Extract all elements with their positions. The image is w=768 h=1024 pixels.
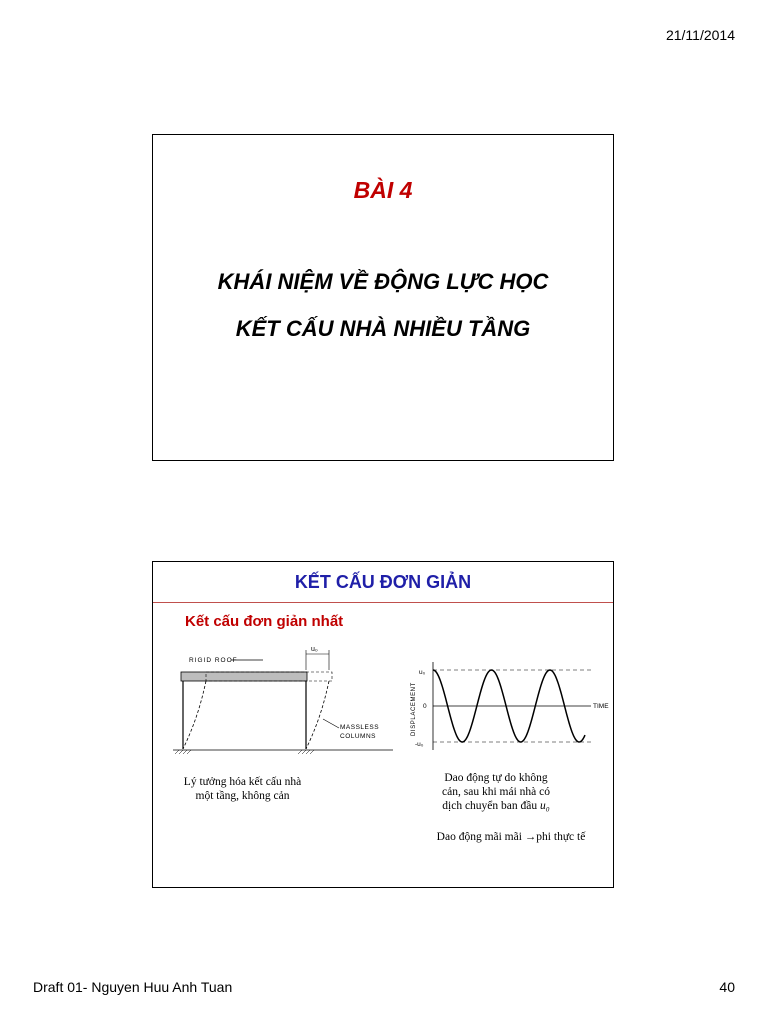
caption-perpetual: Dao động mãi mãi →phi thực tế bbox=[436, 831, 586, 843]
slide-subheading: Kết cấu đơn giản nhất bbox=[185, 613, 344, 630]
caption-vibration-line3 bbox=[421, 799, 571, 813]
caption-frame bbox=[165, 775, 320, 803]
columns-label: COLUMNS bbox=[340, 733, 377, 740]
rigid-roof-label: RIGID ROOF bbox=[189, 657, 238, 664]
tick-top-label: u₀ bbox=[419, 669, 426, 676]
header-date: 21/11/2014 bbox=[665, 27, 735, 43]
deflected-right-column bbox=[306, 681, 329, 749]
columns-leader-line bbox=[323, 719, 339, 728]
u0-label: u₀ bbox=[311, 646, 318, 653]
time-axis-label: TIME bbox=[593, 703, 609, 710]
lesson-subtitle-line1: KHÁI NIỆM VỀ ĐỘNG LỰC HỌC bbox=[217, 269, 549, 294]
displacement-axis-label: DISPLACEMENT bbox=[411, 682, 417, 736]
caption-frame-line2: một tầng, không cản bbox=[195, 790, 290, 802]
caption-vibration-line2: cản, sau khi mái nhà có bbox=[442, 786, 550, 798]
caption-frame-line1: Lý tưởng hóa kết cấu nhà bbox=[183, 776, 302, 788]
caption-u0: u₀ bbox=[539, 800, 550, 812]
slide-title bbox=[152, 134, 614, 461]
footer-author: Draft 01- Nguyen Huu Anh Tuan bbox=[33, 979, 233, 995]
ground-hatching bbox=[175, 750, 314, 754]
caption-vibration bbox=[421, 771, 571, 813]
tick-bottom-label: -u₀ bbox=[415, 741, 424, 748]
lesson-title: BÀI 4 bbox=[353, 177, 413, 203]
slide-simple-structure bbox=[152, 561, 614, 888]
free-vibration-graph bbox=[405, 658, 615, 754]
lesson-subtitle-line2: KẾT CẤU NHÀ NHIỀU TẦNG bbox=[235, 316, 531, 341]
caption-vibration-line1: Dao động tự do không bbox=[444, 772, 548, 784]
slide-heading: KẾT CẤU ĐƠN GIẢN bbox=[294, 572, 472, 592]
tick-zero-label: 0 bbox=[423, 703, 427, 710]
massless-label: MASSLESS bbox=[340, 724, 380, 731]
single-story-frame-figure bbox=[173, 644, 393, 756]
deflected-left-column bbox=[183, 681, 206, 749]
rigid-roof bbox=[181, 672, 307, 681]
caption-vibration-line3-text: dịch chuyển ban đầu bbox=[442, 800, 538, 812]
footer-page-number: 40 bbox=[719, 979, 735, 995]
heading-divider bbox=[153, 602, 613, 603]
